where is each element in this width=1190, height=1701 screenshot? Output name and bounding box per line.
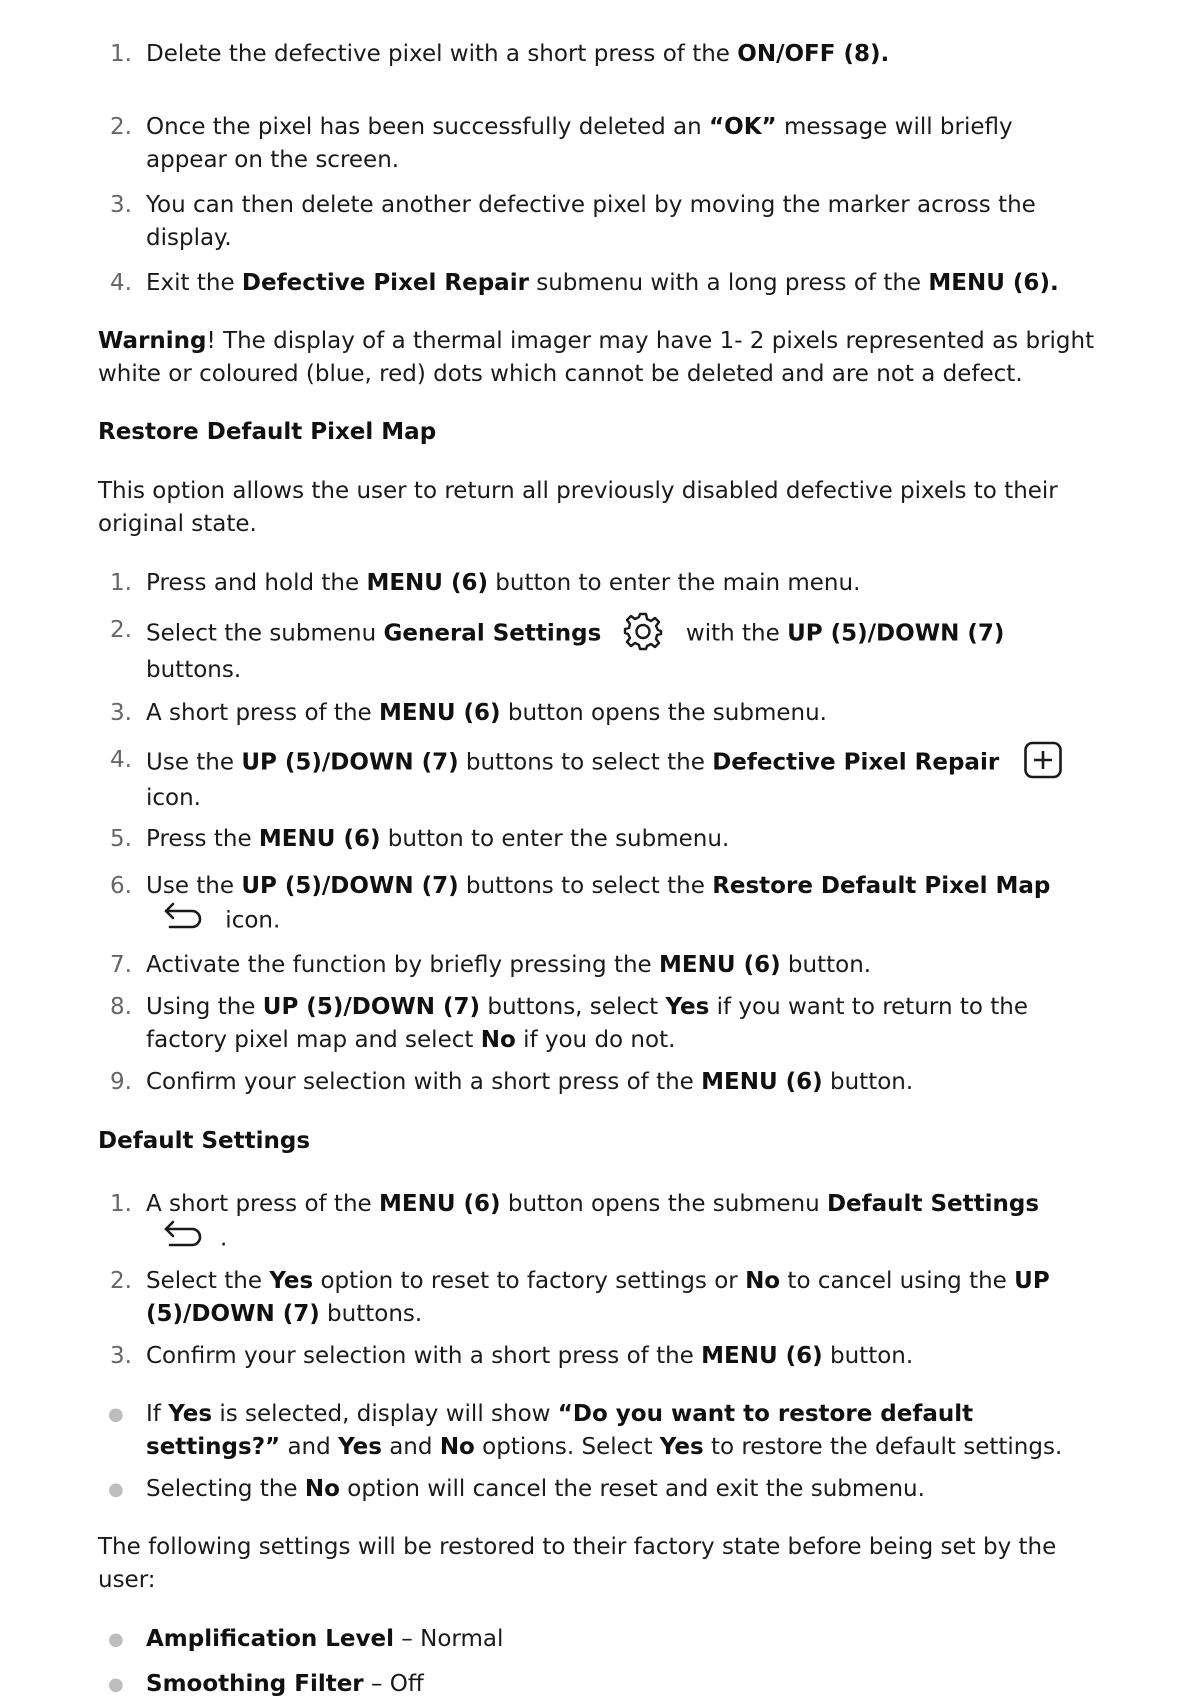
section-heading: Default Settings — [98, 1128, 311, 1154]
list-item: ● Amplification Level – Normal — [98, 1623, 1098, 1656]
warning-label: Warning — [98, 328, 207, 354]
list-number: 8. — [110, 994, 132, 1020]
restored-settings-list — [98, 1623, 1098, 1701]
list-number: 1. — [110, 570, 132, 596]
default-settings-notes — [98, 1398, 1098, 1506]
list-number: 2. — [110, 617, 132, 643]
list-item: 1. Press and hold the MENU (6) button to enter the main menu. — [98, 567, 1098, 600]
list-number: 9. — [110, 1069, 132, 1095]
list-item: ● Smoothing Filter – Off — [98, 1668, 1098, 1701]
list-item: 7. Activate the function by briefly pressing the MENU (6) button. — [98, 949, 1098, 982]
bullet-dot: ● — [108, 1404, 124, 1425]
defective-pixel-steps — [98, 38, 1098, 300]
gear-icon — [623, 611, 663, 651]
bullet-dot: ● — [108, 1629, 124, 1650]
list-item: 9. Confirm your selection with a short press of the MENU (6) button. — [98, 1066, 1098, 1099]
list-item: 3. Confirm your selection with a short press of the MENU (6) button. — [98, 1340, 1098, 1373]
default-settings-steps — [98, 1188, 1098, 1373]
list-item: 5. Press the MENU (6) button to enter the submenu. — [98, 823, 1098, 856]
list-number: 7. — [110, 952, 132, 978]
list-number: 2. — [110, 1268, 132, 1294]
section-heading: Restore Default Pixel Map — [98, 419, 437, 445]
list-number: 1. — [110, 1191, 132, 1217]
list-number: 3. — [110, 192, 132, 218]
document-page — [98, 38, 1098, 1701]
list-number: 1. — [110, 41, 132, 67]
list-item: 3. You can then delete another defective pixel by moving the marker across the display. — [98, 189, 1098, 255]
list-item: 4. Exit the Defective Pixel Repair submenu with a long press of the MENU (6). — [98, 267, 1098, 300]
bullet-dot: ● — [108, 1674, 124, 1695]
list-number: 3. — [110, 1343, 132, 1369]
section-intro: This option allows the user to return all previously disabled defective pixels to their original state. — [98, 478, 1058, 537]
plus-square-icon — [1023, 741, 1063, 779]
restored-settings-intro: The following settings will be restored to their factory state before being set by the user: — [98, 1534, 1057, 1593]
list-item: ● Selecting the No option will cancel the reset and exit the submenu. — [98, 1473, 1098, 1506]
return-arrow-icon — [162, 1218, 204, 1254]
bullet-dot: ● — [108, 1479, 124, 1500]
list-item: 2. Select the submenu General Settings with the UP (5)/DOWN (7) buttons. — [98, 614, 1098, 687]
list-item: 2. Once the pixel has been successfully deleted an “OK” message will briefly appear on the screen. — [98, 111, 1098, 177]
list-item: 1. A short press of the MENU (6) button opens the submenu Default Settings . — [98, 1188, 1098, 1257]
warning-paragraph: Warning! The display of a thermal imager may have 1- 2 pixels represented as bright white or coloured (blue, red) dots which cannot be deleted and are not a defect. — [98, 328, 1095, 387]
list-item: 2. Select the Yes option to reset to factory settings or No to cancel using the UP (5)/DOWN (7) buttons. — [98, 1265, 1098, 1331]
list-number: 3. — [110, 700, 132, 726]
list-item: ● If Yes is selected, display will show “Do you want to restore default settings?” and Yes and No options. Select Yes to restore the default settings. — [98, 1398, 1098, 1464]
list-number: 4. — [110, 270, 132, 296]
list-item: 6. Use the UP (5)/DOWN (7) buttons to select the Restore Default Pixel Map icon. — [98, 870, 1098, 939]
list-number: 5. — [110, 826, 132, 852]
list-item: 1. Delete the defective pixel with a short press of the ON/OFF (8). — [98, 38, 1098, 71]
list-number: 2. — [110, 114, 132, 140]
list-number: 6. — [110, 873, 132, 899]
list-item: 8. Using the UP (5)/DOWN (7) buttons, select Yes if you want to return to the factory pixel map and select No if you do not. — [98, 991, 1098, 1057]
list-number: 4. — [110, 747, 132, 773]
list-item: 3. A short press of the MENU (6) button opens the submenu. — [98, 697, 1098, 730]
return-arrow-icon — [162, 900, 204, 936]
restore-pixel-map-steps — [98, 567, 1098, 1099]
list-item: 4. Use the UP (5)/DOWN (7) buttons to select the Defective Pixel Repair icon. — [98, 744, 1098, 815]
